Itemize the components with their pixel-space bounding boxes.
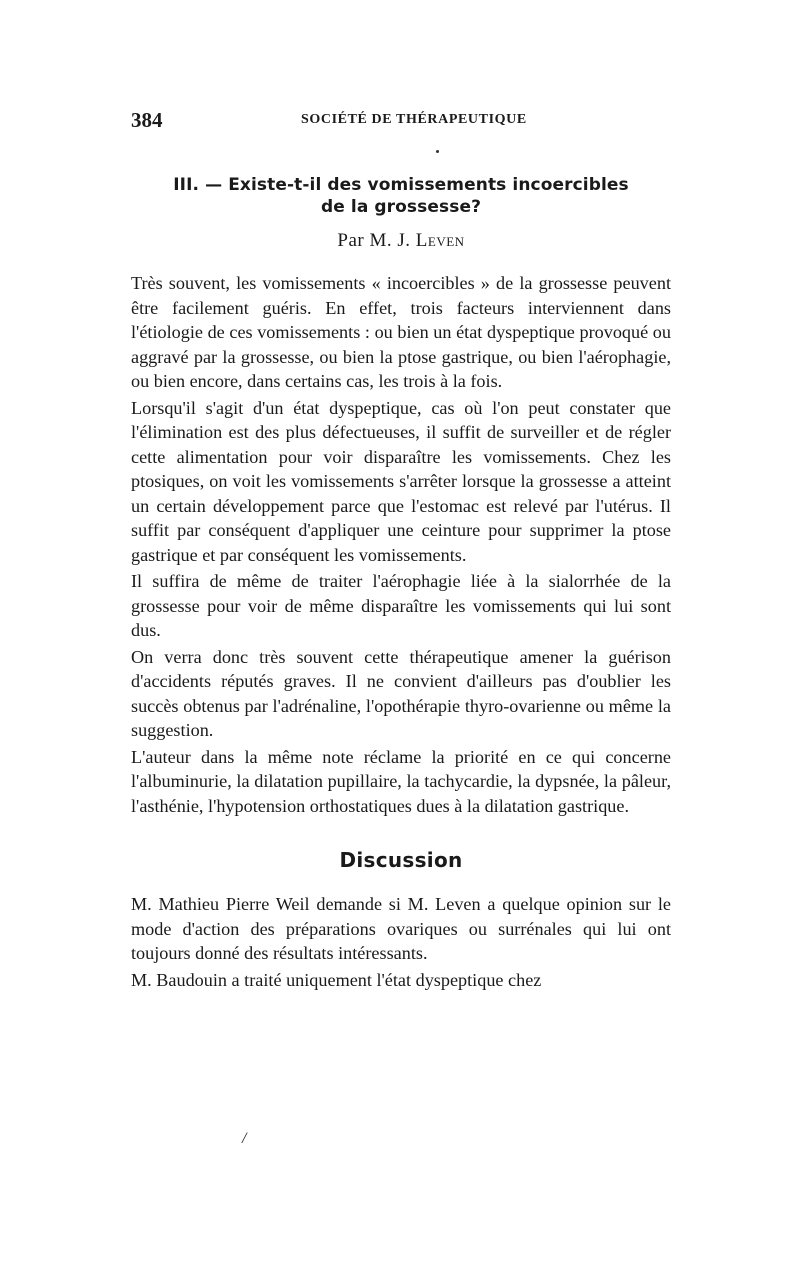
- paragraph: On verra donc très souvent cette thérapeutique amener la guérison d'accidents réputés graves. Il ne convient d'ailleurs pas d'oublier les succès obtenus par l'adrénaline, l'opothérapie thyro-ovarienne ou même la suggestion.: [131, 646, 671, 740]
- paragraph: L'auteur dans la même note réclame la priorité en ce qui concerne l'albuminurie, la dilatation pupillaire, la tachycardie, la dypsnée, la pâleur, l'asthénie, l'hypotension orthostatiques dues à la dilatation gastrique.: [131, 746, 671, 816]
- author-byline: [131, 230, 671, 252]
- page: [131, 108, 671, 992]
- running-head: [131, 108, 671, 134]
- article-title: [131, 174, 671, 218]
- discussion-body: [131, 892, 671, 992]
- print-speck: [436, 150, 439, 153]
- paragraph: Il suffira de même de traiter l'aérophagie liée à la sialorrhée de la grossesse pour voir de même disparaître les vomissements qui lui sont dus.: [131, 571, 671, 640]
- author-prefix: Par M. J.: [337, 230, 411, 251]
- page-number: 384: [131, 108, 163, 132]
- discussion-paragraph: M. Baudouin a traité uniquement l'état dyspeptique chez: [131, 969, 542, 990]
- article-body: [131, 271, 671, 818]
- discussion-paragraph: M. Mathieu Pierre Weil demande si M. Leven a quelque opinion sur le mode d'action des préparations ovariques ou surrénales qui lui ont toujours donné des résultats intéressants.: [131, 894, 671, 963]
- author-name: Leven: [415, 230, 465, 251]
- stray-mark: /: [242, 1130, 247, 1147]
- paragraph: Très souvent, les vomissements « incoercibles » de la grossesse peuvent être facilement guéris. En effet, trois facteurs interviennent dans l'étiologie de ces vomissements : ou bien un état dyspeptique provoqué ou aggravé par la grossesse, ou bien la ptose gastrique, ou bien l'aérophagie, ou bien encore, dans certains cas, les trois à la fois.: [131, 273, 671, 391]
- paragraph: Lorsqu'il s'agit d'un état dyspeptique, cas où l'on peut constater que l'élimination est des plus défectueuses, il suffit de surveiller et de régler cette alimentation pour voir disparaître les vomissements. Chez les ptosiques, on voit les vomissements s'arrêter lorsque la grossesse a atteint un certain développement parce que l'estomac est relevé par l'utérus. Il suffit par conséquent d'appliquer une ceinture pour supprimer la ptose gastrique et par conséquent les vomissements.: [131, 397, 671, 565]
- journal-title: SOCIÉTÉ DE THÉRAPEUTIQUE: [301, 112, 527, 127]
- article-title-line-1: III. — Existe-t-il des vomissements incoercibles: [173, 175, 629, 195]
- article-title-line-2: de la grossesse?: [320, 197, 482, 217]
- discussion-heading: Discussion: [339, 848, 463, 872]
